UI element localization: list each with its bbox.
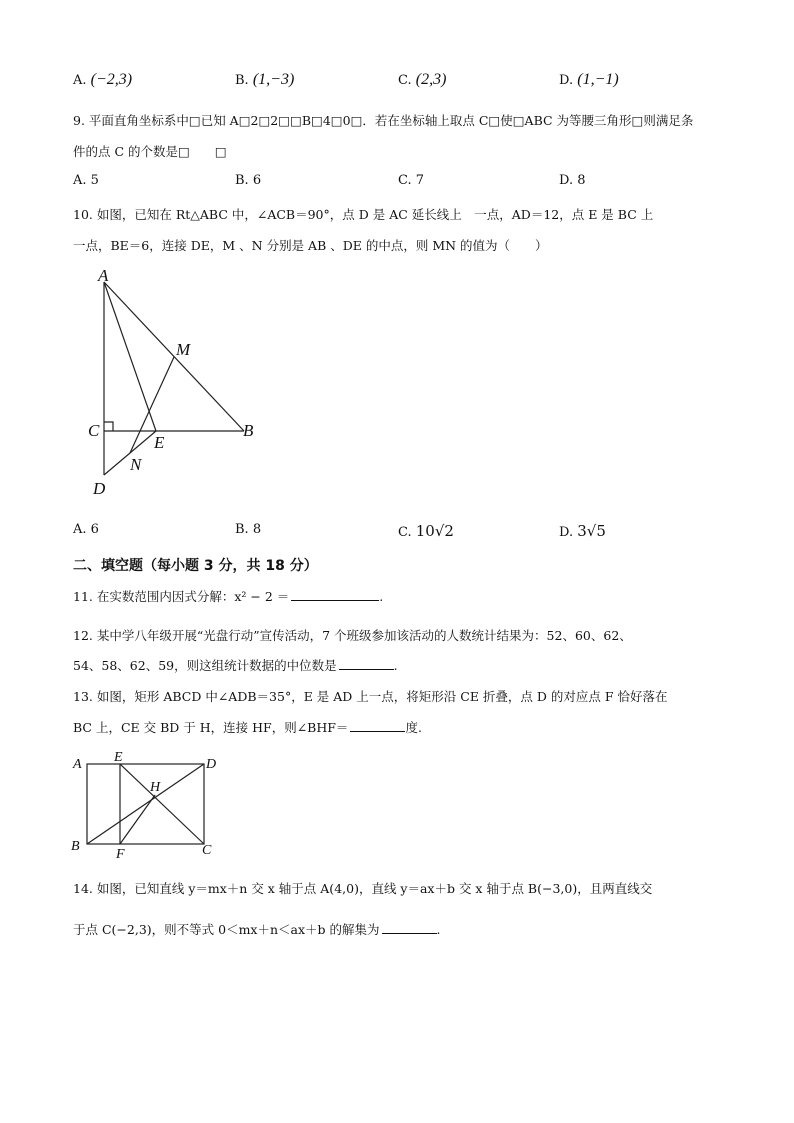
label-a: A xyxy=(98,266,109,285)
q13-blank[interactable] xyxy=(350,719,405,732)
q9-option-c: C. 7 xyxy=(398,173,425,188)
q8-option-a: A. (−2,3) xyxy=(73,71,133,88)
label-n: N xyxy=(130,455,142,474)
label-b: B xyxy=(243,421,254,440)
q13-figure xyxy=(70,750,230,862)
q8-option-b: B. (1,−3) xyxy=(235,71,295,88)
line-ae xyxy=(104,282,156,431)
q10-option-d: D. 3√5 xyxy=(559,522,606,540)
q11: 11. 在实数范围内因式分解：x² − 2 ＝ . xyxy=(73,589,384,604)
label-e: E xyxy=(114,750,123,765)
q9-option-b: B. 6 xyxy=(235,173,262,188)
right-angle-mark xyxy=(104,422,113,431)
q8-option-c: C. (2,3) xyxy=(398,71,447,88)
line-ec xyxy=(120,764,204,844)
section-title: 二、填空题（每小题 3 分，共 18 分） xyxy=(73,558,318,574)
q9-line2: 件的点 C 的个数是□ □ xyxy=(73,144,227,159)
label-b: B xyxy=(71,839,80,854)
q14-line2: 于点 C(−2,3)，则不等式 0＜mx＋n＜ax＋b 的解集为 . xyxy=(73,922,441,937)
line-fh xyxy=(120,795,155,844)
q8-option-d: D. (1,−1) xyxy=(559,71,619,88)
q9-option-a: A. 5 xyxy=(73,173,99,188)
q12-line2: 54、58、62、59，则这组统计数据的中位数是 . xyxy=(73,658,398,673)
q13-line1: 13. 如图，矩形 ABCD 中∠ADB＝35°，E 是 AD 上一点，将矩形沿 CE 折叠，点 D 的对应点 F 恰好落在 xyxy=(73,689,668,704)
q10-figure xyxy=(80,265,280,505)
line-ab xyxy=(104,282,244,431)
q9-line1: 9. 平面直角坐标系中□已知 A□2□2□□B□4□0□．若在坐标轴上取点 C□使□ABC 为等腰三角形□则满足条 xyxy=(73,113,694,128)
q9-option-d: D. 8 xyxy=(559,173,586,188)
q10-option-c: C. 10√2 xyxy=(398,522,454,540)
q14-blank[interactable] xyxy=(382,921,437,934)
q12-blank[interactable] xyxy=(339,657,394,670)
q12-line1: 12. 某中学八年级开展“光盘行动”宣传活动，7 个班级参加该活动的人数统计结果为：52、60、62、 xyxy=(73,628,632,643)
q11-blank[interactable] xyxy=(291,588,379,601)
label-e: E xyxy=(154,433,165,452)
label-c: C xyxy=(88,421,100,440)
q10-option-a: A. 6 xyxy=(73,522,99,537)
line-bd xyxy=(87,764,204,844)
label-a: A xyxy=(73,757,82,772)
label-f: F xyxy=(116,847,125,862)
q10-line2: 一点，BE＝6，连接 DE，M 、N 分别是 AB 、DE 的中点，则 MN 的值为（ ） xyxy=(73,238,548,253)
q10-line1: 10. 如图，已知在 Rt△ABC 中，∠ACB＝90°，点 D 是 AC 延长线上 一点，AD＝12，点 E 是 BC 上 xyxy=(73,207,654,222)
q13-line2: BC 上，CE 交 BD 于 H，连接 HF，则∠BHF＝ 度. xyxy=(73,720,422,735)
label-d: D xyxy=(93,479,106,498)
label-m: M xyxy=(176,340,191,359)
label-h: H xyxy=(150,780,161,795)
q14-line1: 14. 如图，已知直线 y＝mx＋n 交 x 轴于点 A(4,0)，直线 y＝ax＋b 交 x 轴于点 B(−3,0)，且两直线交 xyxy=(73,881,653,896)
q10-option-b: B. 8 xyxy=(235,522,262,537)
label-c: C xyxy=(202,843,212,858)
label-d: D xyxy=(206,757,217,772)
line-mn xyxy=(130,357,174,453)
